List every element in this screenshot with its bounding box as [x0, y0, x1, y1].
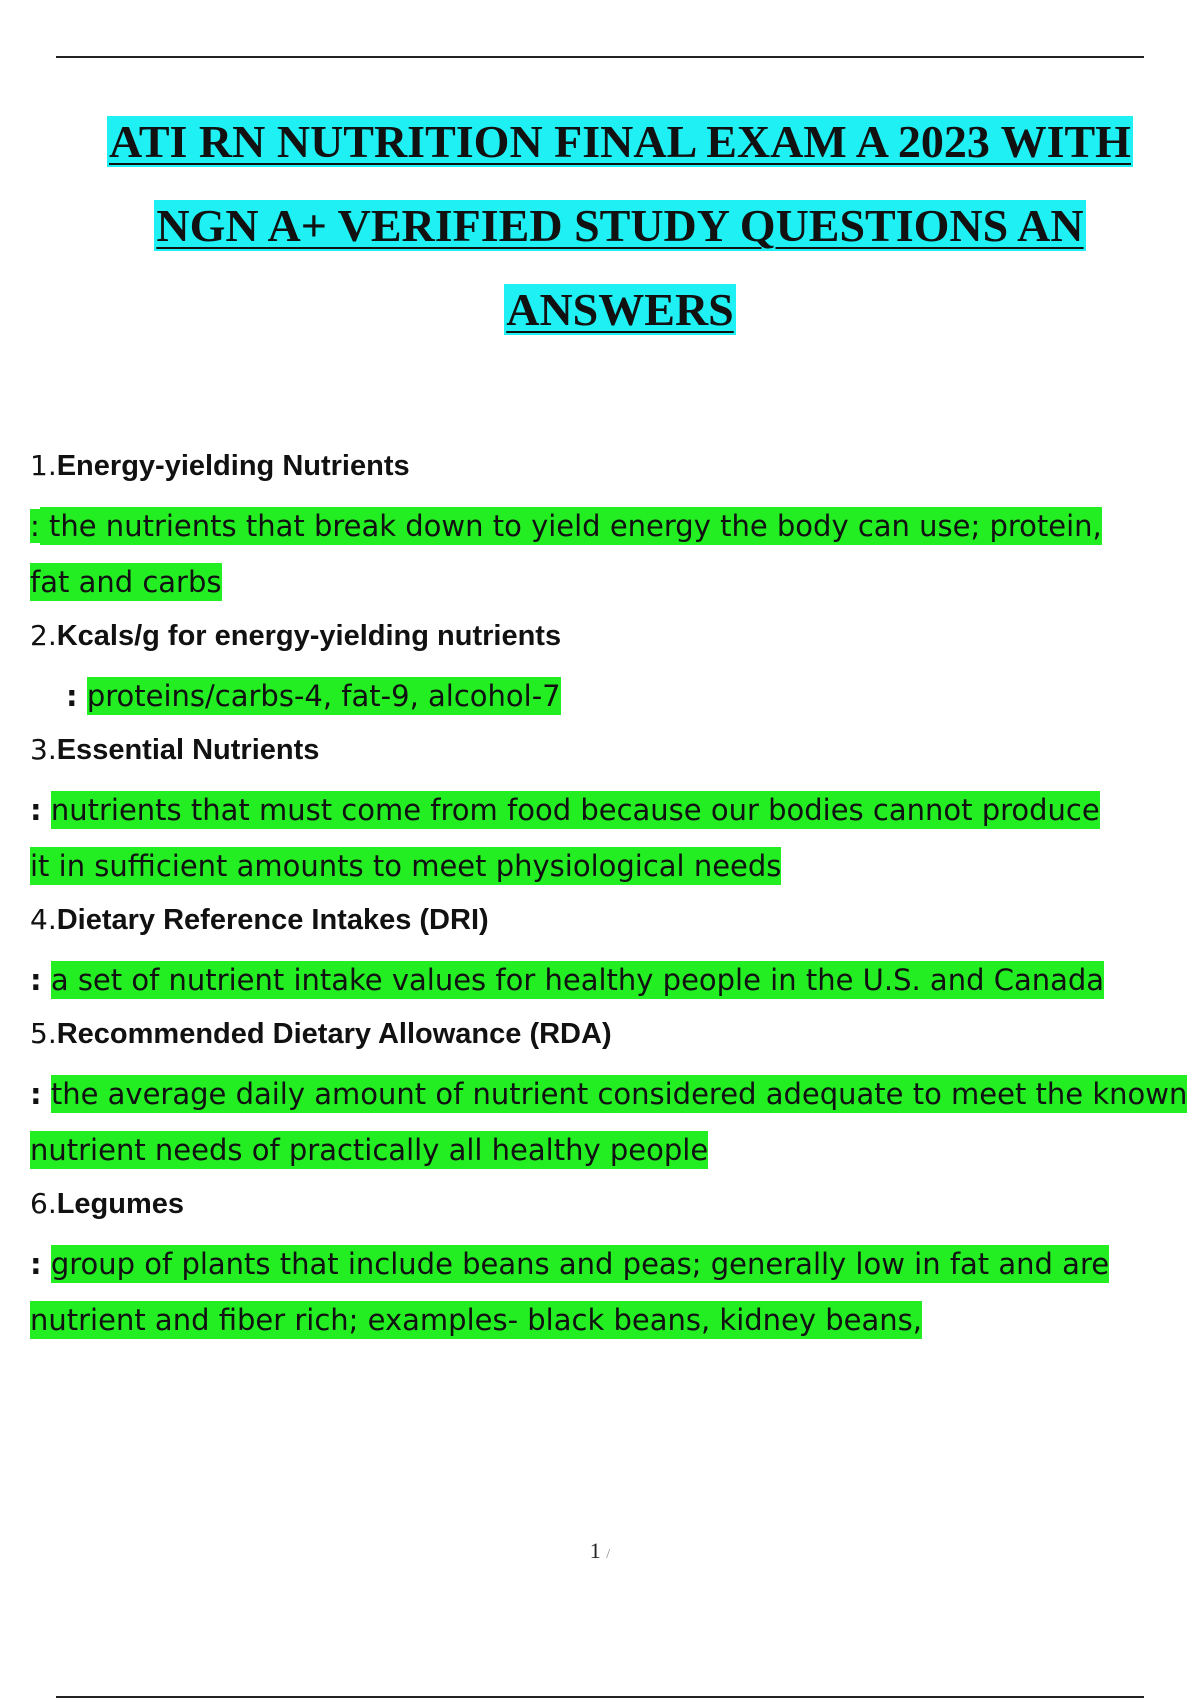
document-title	[60, 100, 1180, 352]
question-number: 6.	[30, 1187, 57, 1220]
question-text: Recommended Dietary Allowance (RDA)	[56, 1018, 612, 1050]
answer-text: a set of nutrient intake values for healthy people in the U.S. and Canada	[50, 963, 1105, 997]
qa-item-3	[30, 732, 1190, 894]
answer-text: the average daily amount of nutrient considered adequate to meet the known nutrient needs of practically all healthy people	[30, 1077, 1188, 1167]
page-number-suffix: /	[606, 1547, 611, 1562]
answer-text: the nutrients that break down to yield energy the body can use; protein, fat and carbs	[30, 509, 1102, 599]
answer-colon: :	[30, 1077, 42, 1111]
qa-item-2	[30, 618, 1190, 724]
page-number	[0, 1538, 1200, 1564]
question-1	[30, 448, 1190, 484]
qa-item-4	[30, 902, 1190, 1008]
question-2	[30, 618, 1190, 654]
title-line-1: ATI RN NUTRITION FINAL EXAM A 2023 WITH	[109, 116, 1131, 167]
qa-list	[30, 440, 1190, 1348]
answer-1	[30, 498, 1190, 610]
title-line-3: ANSWERS	[506, 284, 734, 335]
question-number: 2.	[30, 619, 57, 652]
question-4	[30, 902, 1190, 938]
question-5	[30, 1016, 1190, 1052]
question-text: Legumes	[56, 1188, 185, 1220]
question-number: 4.	[30, 903, 57, 936]
answer-colon: :	[30, 509, 40, 543]
page-number-value: 1	[589, 1538, 601, 1563]
qa-item-1	[30, 448, 1190, 610]
question-3	[30, 732, 1190, 768]
answer-colon: :	[30, 793, 42, 827]
answer-colon: :	[30, 963, 42, 997]
question-number: 3.	[30, 733, 57, 766]
answer-text: nutrients that must come from food because our bodies cannot produce it in sufficient amounts to meet physiological needs	[30, 793, 1100, 883]
title-line-2: NGN A+ VERIFIED STUDY QUESTIONS AN	[156, 200, 1084, 251]
answer-colon: :	[30, 1247, 42, 1281]
qa-item-5	[30, 1016, 1190, 1178]
answer-4	[30, 952, 1190, 1008]
question-text: Energy-yielding Nutrients	[56, 450, 410, 482]
question-text: Dietary Reference Intakes (DRI)	[56, 904, 489, 936]
question-text: Essential Nutrients	[56, 734, 320, 766]
answer-5	[30, 1066, 1190, 1178]
bottom-rule	[56, 1696, 1144, 1698]
answer-text: proteins/carbs-4, fat-9, alcohol-7	[86, 679, 561, 713]
answer-3	[30, 782, 1190, 894]
question-text: Kcals/g for energy-yielding nutrients	[56, 620, 562, 652]
answer-text: group of plants that include beans and peas; generally low in fat and are nutrient and fiber rich; examples- black beans, kidney beans,	[30, 1247, 1110, 1337]
question-number: 1.	[30, 449, 57, 482]
qa-item-6	[30, 1186, 1190, 1348]
question-6	[30, 1186, 1190, 1222]
answer-colon: :	[66, 679, 78, 713]
top-rule	[56, 56, 1144, 58]
answer-6	[30, 1236, 1190, 1348]
answer-2	[30, 668, 1190, 724]
question-number: 5.	[30, 1017, 57, 1050]
